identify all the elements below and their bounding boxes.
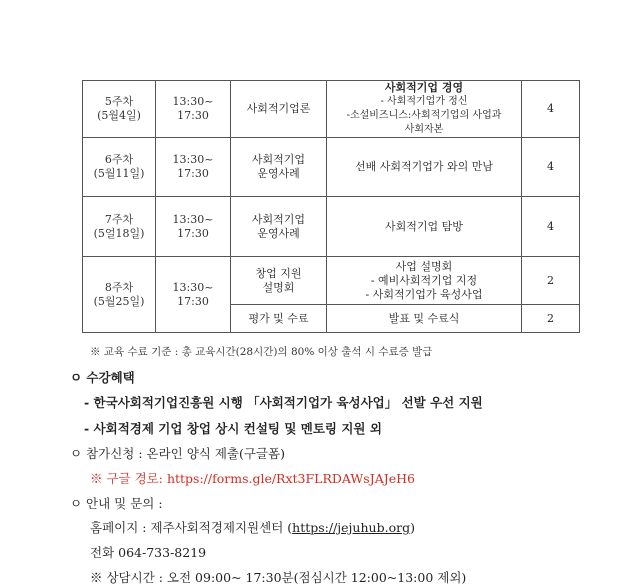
week-cell <box>83 197 156 257</box>
subject-cell <box>231 197 327 257</box>
time-cell <box>156 197 231 257</box>
week-date: (5월11일) <box>93 167 145 180</box>
apply-heading: ㅇ 참가신청 : 온라인 양식 제출(구글폼) <box>70 446 285 461</box>
week-date: (5얼18일) <box>93 226 145 240</box>
table-row <box>83 197 580 257</box>
table-row <box>83 138 580 197</box>
subject-line: 사회적기업 <box>251 153 306 166</box>
content-cell <box>327 257 522 305</box>
hours-cell: 2 <box>522 305 580 333</box>
benefit-item: - 사회적경제 기업 창업 상시 컨설팅 및 멘토링 지원 외 <box>84 421 382 436</box>
time-end: 17:30 <box>177 109 209 122</box>
completion-note: ※ 교육 수료 기준 : 총 교육시간(28시간)의 80% 이상 출석 시 수료증 발급 <box>90 346 433 358</box>
subject-cell <box>231 81 327 138</box>
subject-line: 사회적기업 <box>251 212 306 226</box>
week-date: (5월25일) <box>93 294 145 308</box>
homepage-line <box>90 518 415 536</box>
subject-line: 사회적기업론 <box>246 102 311 115</box>
week-label: 6주차 <box>104 153 134 166</box>
hours-cell: 4 <box>522 197 580 257</box>
subject-cell <box>231 257 327 305</box>
hours-cell: 4 <box>522 81 580 138</box>
time-start: 13:30~ <box>172 212 214 226</box>
week-label: 8주차 <box>104 280 134 294</box>
homepage-link[interactable]: https://jejuhub.org <box>292 520 411 535</box>
hours-cell: 2 <box>522 257 580 305</box>
benefit-item: - 한국사회적기업진흥원 시행 「사회적기업가 육성사업」 선발 우선 지원 <box>84 395 483 410</box>
contact-heading: ㅇ 안내 및 문의 : <box>70 496 163 511</box>
time-end: 17:30 <box>177 167 209 180</box>
time-cell <box>156 138 231 197</box>
week-label: 7주차 <box>104 212 134 226</box>
google-form-link[interactable]: https://forms.gle/Rxt3FLRDAWsJAJeH6 <box>166 471 415 486</box>
content-cell <box>327 138 522 197</box>
content-line: 선배 사회적기업가 와의 만남 <box>354 160 493 173</box>
week-cell <box>83 138 156 197</box>
time-end: 17:30 <box>177 294 209 308</box>
time-end: 17:30 <box>177 226 209 240</box>
week-label: 5주차 <box>104 95 134 108</box>
benefits-heading: ㅇ 수강혜택 <box>70 370 135 385</box>
content-line: - 사회적기업가 정신 <box>380 96 468 107</box>
content-title: 사회적기업 경영 <box>384 81 464 94</box>
week-date: (5월4일) <box>97 109 141 122</box>
content-line: - 사회적기업가 육성사업 <box>365 287 483 301</box>
google-form-label: ※ 구글 경로: <box>90 471 167 486</box>
week-cell <box>83 257 156 333</box>
google-form-path <box>90 469 415 487</box>
content-cell <box>327 197 522 257</box>
week-cell <box>83 81 156 138</box>
subject-line: 운영사례 <box>257 226 300 240</box>
table-row <box>83 81 580 138</box>
subject-line: 운영사례 <box>257 167 300 180</box>
phone-line: 전화 064-733-8219 <box>90 545 207 560</box>
homepage-label: 홈페이지 : 제주사회적경제지원센터 ( <box>90 520 293 535</box>
homepage-close: ) <box>410 520 415 535</box>
subject-cell: 평가 및 수료 <box>231 305 327 333</box>
subject-cell <box>231 138 327 197</box>
subject-line: 설명회 <box>262 280 295 294</box>
subject-line: 창업 지원 <box>255 266 302 280</box>
time-start: 13:30~ <box>172 153 214 166</box>
time-cell <box>156 257 231 333</box>
time-start: 13:30~ <box>172 280 214 294</box>
table-row <box>83 257 580 305</box>
time-cell <box>156 81 231 138</box>
content-line: -소설비즈니스:사회적기업의 사업과 <box>346 110 502 121</box>
content-cell: 발표 및 수료식 <box>327 305 522 333</box>
content-cell <box>327 81 522 138</box>
hours-cell: 4 <box>522 138 580 197</box>
content-line: 사업 설명회 <box>395 259 453 273</box>
consult-hours: ※ 상담시간 : 오전 09:00~ 17:30분(점심시간 12:00~13:00 제외) <box>90 570 467 585</box>
schedule-table <box>82 80 580 333</box>
content-line: 사회적기업 탐방 <box>385 219 463 233</box>
time-start: 13:30~ <box>172 95 214 108</box>
content-line: - 예비사회적기업 지정 <box>370 273 478 287</box>
content-line: 사회자본 <box>404 124 444 135</box>
